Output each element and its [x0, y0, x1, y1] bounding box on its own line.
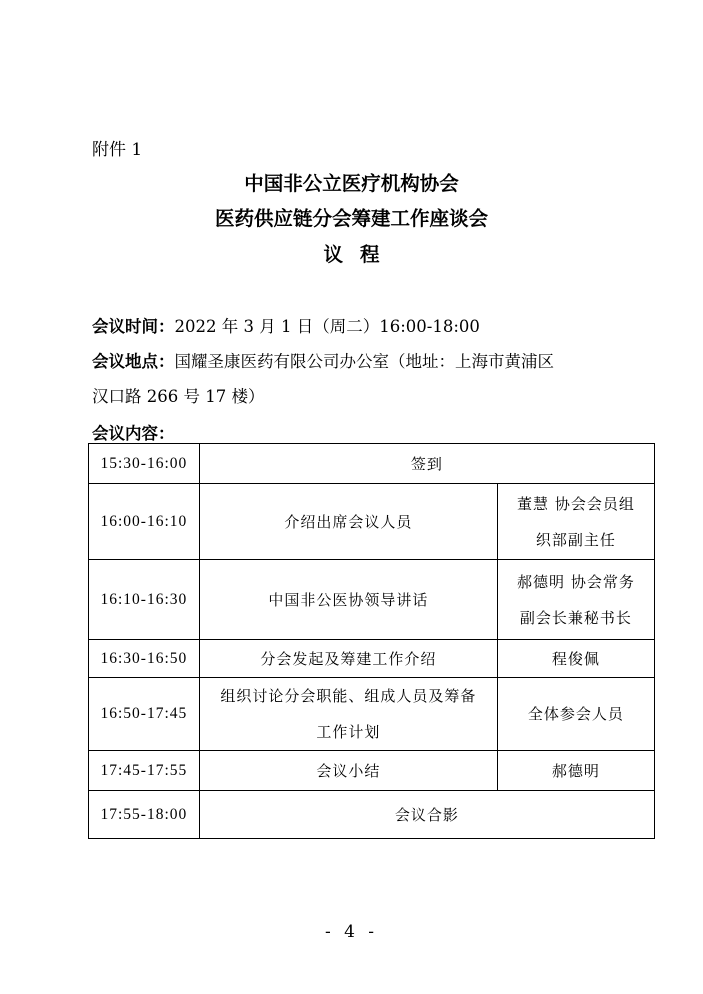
agenda-time: 15:30-16:00 [89, 444, 200, 484]
agenda-table [88, 443, 655, 839]
agenda-row [89, 678, 655, 751]
agenda-time: 17:55-18:00 [89, 791, 200, 839]
agenda-row [89, 560, 655, 640]
meeting-content [92, 420, 175, 444]
title-agenda: 议程 [323, 243, 397, 266]
agenda-person-line: 织部副主任 [535, 530, 616, 549]
title-meeting: 医药供应链分会筹建工作座谈会 [214, 207, 488, 230]
agenda-person: 程俊佩 [497, 640, 654, 678]
title-organization: 中国非公立医疗机构协会 [244, 172, 459, 195]
meeting-place [92, 348, 554, 372]
agenda-topic: 分会发起及筹建工作介绍 [199, 640, 497, 678]
attachment-label: 附件 1 [92, 140, 143, 160]
agenda-time: 16:00-16:10 [89, 484, 200, 560]
agenda-topic: 会议小结 [199, 751, 497, 791]
meeting-place-label: 会议地点： [92, 352, 175, 371]
agenda-topic [199, 678, 497, 751]
agenda-topic: 会议合影 [199, 791, 654, 839]
agenda-person-line: 董慧 协会会员组 [517, 494, 635, 513]
agenda-person-line: 副会长兼秘书长 [519, 608, 632, 627]
agenda-topic: 签到 [199, 444, 654, 484]
page-number: - 4 - [324, 922, 379, 942]
agenda-row [89, 444, 655, 484]
meeting-time-label: 会议时间： [92, 317, 175, 336]
meeting-time-value: 2022 年 3 月 1 日（周二）16:00-18:00 [174, 317, 480, 336]
agenda-row [89, 484, 655, 560]
agenda-time: 16:50-17:45 [89, 678, 200, 751]
agenda-topic: 介绍出席会议人员 [199, 484, 497, 560]
agenda-row [89, 751, 655, 791]
agenda-person [497, 484, 654, 560]
agenda-topic: 中国非公医协领导讲话 [199, 560, 497, 640]
meeting-time [92, 313, 480, 337]
agenda-row [89, 640, 655, 678]
agenda-time: 16:10-16:30 [89, 560, 200, 640]
agenda-topic-line: 组织讨论分会职能、组成人员及筹备 [220, 687, 477, 705]
agenda-topic-line: 工作计划 [316, 723, 381, 741]
agenda-person: 郝德明 [497, 751, 654, 791]
agenda-person-line: 郝德明 协会常务 [517, 572, 635, 591]
agenda-person: 全体参会人员 [497, 678, 654, 751]
agenda-row [89, 791, 655, 839]
meeting-place-continued: 汉口路 266 号 17 楼） [92, 387, 265, 406]
meeting-content-label: 会议内容： [92, 424, 175, 443]
agenda-person [497, 560, 654, 640]
agenda-time: 16:30-16:50 [89, 640, 200, 678]
agenda-time: 17:45-17:55 [89, 751, 200, 791]
meeting-place-value: 国耀圣康医药有限公司办公室（地址：上海市黄浦区 [174, 352, 554, 371]
